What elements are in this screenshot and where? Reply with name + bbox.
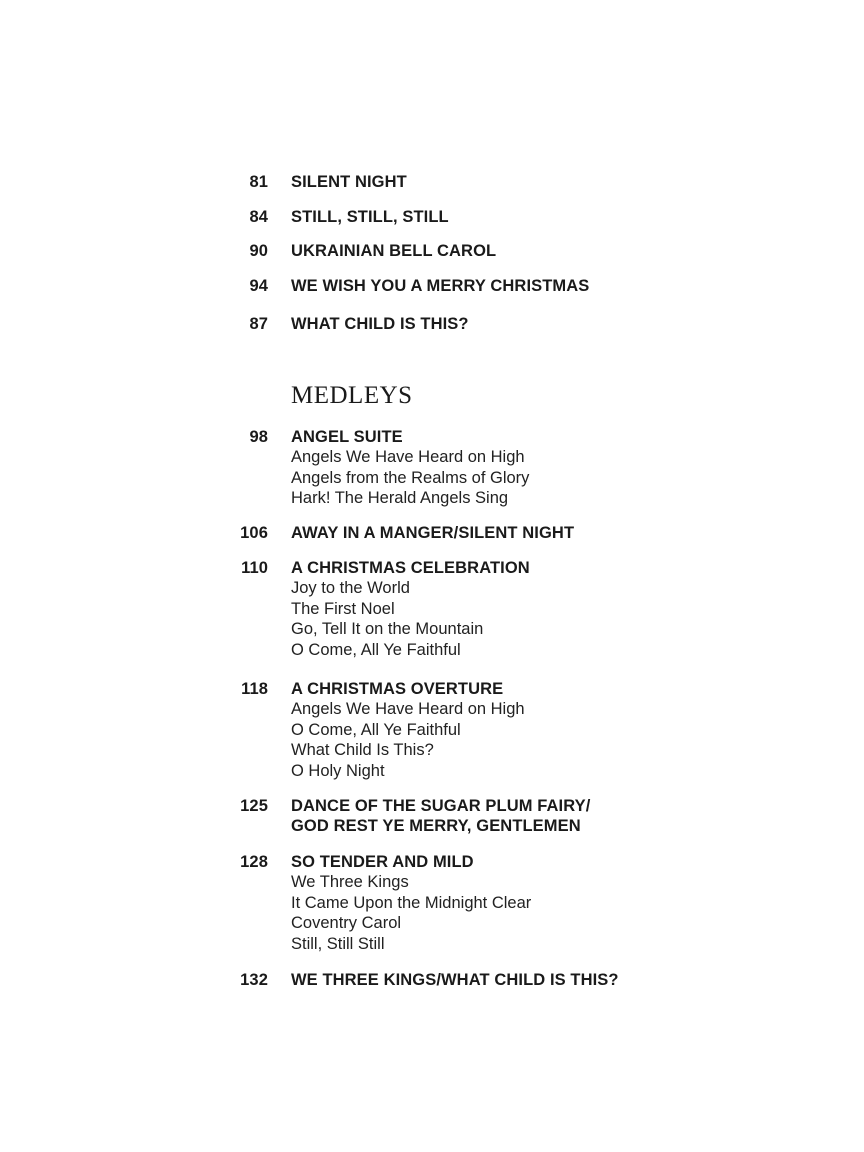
medley-title-line: SO TENDER AND MILD xyxy=(291,853,474,871)
medley-song: We Three Kings xyxy=(291,873,409,891)
medley-title-line: DANCE OF THE SUGAR PLUM FAIRY/ xyxy=(291,797,591,815)
page-number: 118 xyxy=(241,680,268,698)
medley-song: Go, Tell It on the Mountain xyxy=(291,620,484,639)
medley-song: Angels from the Realms of Glory xyxy=(291,468,530,487)
medley-title-line: A CHRISTMAS CELEBRATION xyxy=(291,559,530,577)
medley-title xyxy=(291,427,403,447)
page-number: 87 xyxy=(249,315,268,333)
medley-song: It Came Upon the Midnight Clear xyxy=(291,893,532,912)
medley-song: Joy to the World xyxy=(291,579,410,597)
medley-title xyxy=(291,523,574,543)
page-number: 128 xyxy=(240,853,268,871)
page-number: 81 xyxy=(249,173,268,191)
song-title: STILL, STILL, STILL xyxy=(291,208,449,226)
medley-song: O Holy Night xyxy=(291,762,385,781)
medley-title-line: GOD REST YE MERRY, GENTLEMEN xyxy=(291,817,581,835)
medley-title-line: ANGEL SUITE xyxy=(291,428,403,446)
medley-song: O Come, All Ye Faithful xyxy=(291,641,461,660)
song-title: WE WISH YOU A MERRY CHRISTMAS xyxy=(291,277,590,295)
medley-title xyxy=(291,852,474,872)
medley-song-list xyxy=(291,578,483,661)
song-title: SILENT NIGHT xyxy=(291,173,407,191)
medley-title-line: AWAY IN A MANGER/SILENT NIGHT xyxy=(291,524,575,542)
medley-song: Coventry Carol xyxy=(291,914,402,933)
page-number: 132 xyxy=(240,971,268,989)
medley-song: The First Noel xyxy=(291,599,395,618)
medley-song: Still, Still Still xyxy=(291,935,385,954)
section-heading-medleys: MEDLEYS xyxy=(291,382,413,409)
medley-title xyxy=(291,970,619,990)
medley-title-line: WE THREE KINGS/WHAT CHILD IS THIS? xyxy=(291,971,619,989)
song-title: WHAT CHILD IS THIS? xyxy=(291,315,469,333)
page-number: 90 xyxy=(249,242,268,260)
medley-song: Hark! The Herald Angels Sing xyxy=(291,489,509,508)
medley-song: O Come, All Ye Faithful xyxy=(291,720,461,739)
medley-song: Angels We Have Heard on High xyxy=(291,700,525,718)
page-number: 110 xyxy=(241,559,268,577)
page-number: 125 xyxy=(240,797,268,815)
page-number: 106 xyxy=(240,524,268,542)
song-title: UKRAINIAN BELL CAROL xyxy=(291,242,497,260)
medley-song: What Child Is This? xyxy=(291,741,434,760)
medley-title xyxy=(291,679,503,699)
medley-song: Angels We Have Heard on High xyxy=(291,448,525,466)
medley-title xyxy=(291,796,590,836)
medley-song-list xyxy=(291,447,529,509)
medley-title xyxy=(291,558,530,578)
medley-song-list xyxy=(291,699,525,782)
page-number: 94 xyxy=(249,277,268,295)
medley-title-line: A CHRISTMAS OVERTURE xyxy=(291,680,504,698)
page-number: 84 xyxy=(249,208,268,226)
page-number: 98 xyxy=(249,428,268,446)
medley-song-list xyxy=(291,872,531,955)
